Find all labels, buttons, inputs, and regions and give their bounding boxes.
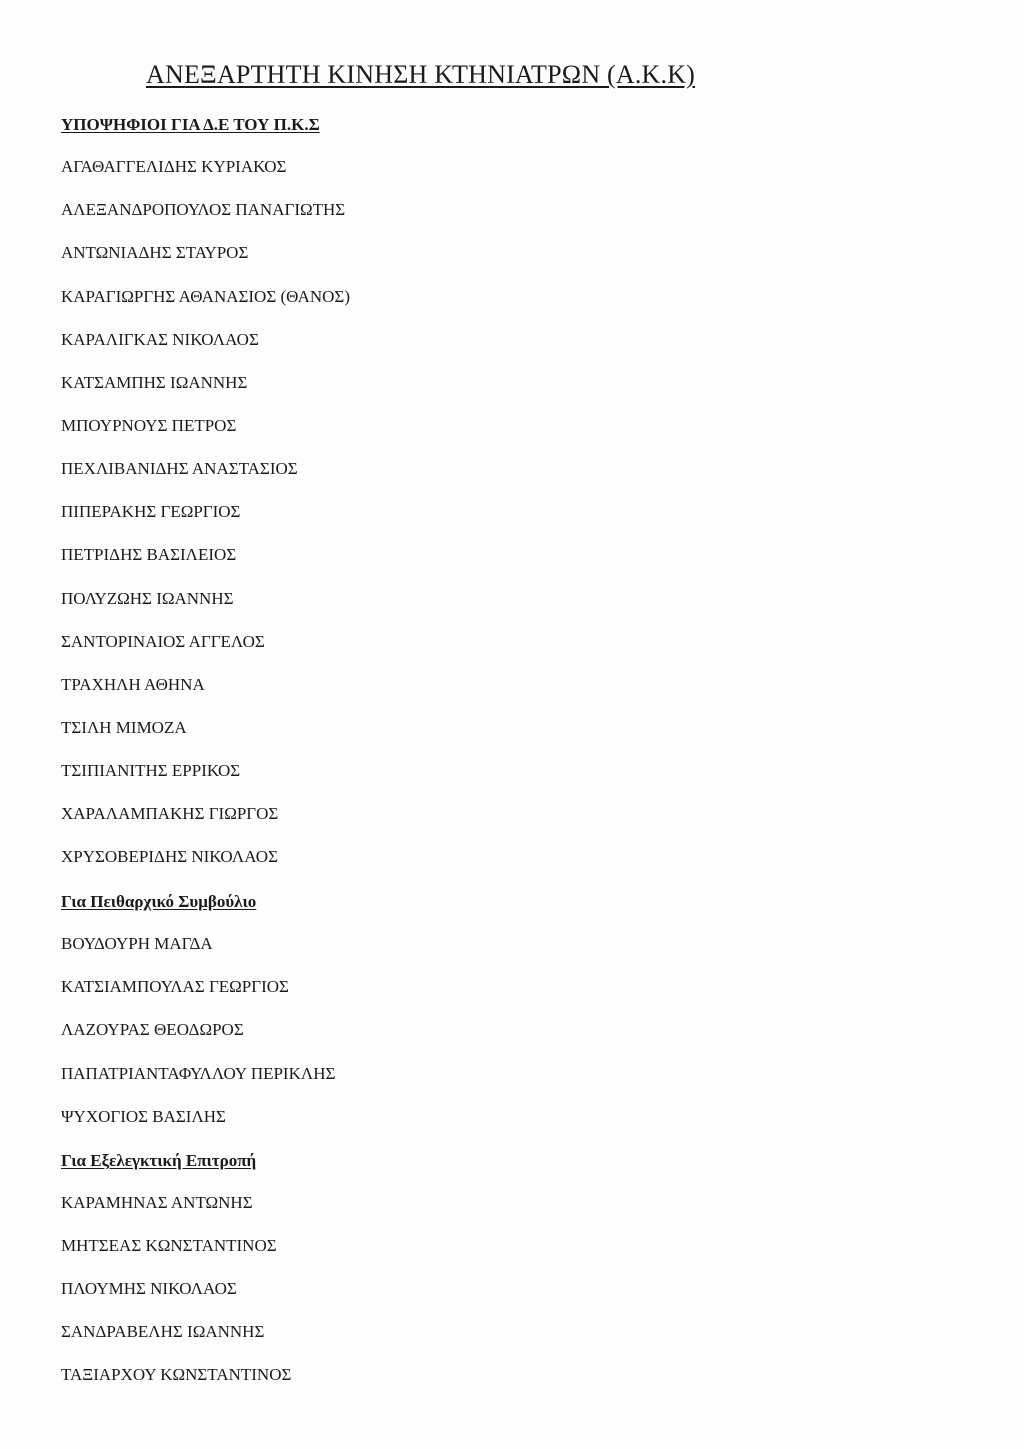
candidate-name: ΚΑΡΑΜΗΝΑΣ ΑΝΤΩΝΗΣ	[61, 1193, 253, 1212]
section-heading-audit: Για Εξελεγκτική Επιτροπή	[61, 1151, 257, 1170]
section-heading-disciplinary: Για Πειθαρχικό Συμβούλιο	[61, 892, 257, 911]
candidate-name: ΑΓΑΘΑΓΓΕΛΙΔΗΣ ΚΥΡΙΑΚΟΣ	[61, 157, 287, 176]
candidate-name: ΛΑΖΟΥΡΑΣ ΘΕΟΔΩΡΟΣ	[61, 1020, 244, 1039]
candidate-name: ΠΟΛΥΖΩΗΣ ΙΩΑΝΝΗΣ	[61, 589, 234, 608]
candidate-name: ΧΡΥΣΟΒΕΡΙΔΗΣ ΝΙΚΟΛΑΟΣ	[61, 847, 278, 866]
candidate-name: ΚΑΡΑΛΙΓΚΑΣ ΝΙΚΟΛΑΟΣ	[61, 330, 259, 349]
candidate-name: ΨΥΧΟΓΙΟΣ ΒΑΣΙΛΗΣ	[61, 1107, 226, 1126]
candidate-name: ΠΙΠΕΡΑΚΗΣ ΓΕΩΡΓΙΟΣ	[61, 502, 241, 521]
candidate-name: ΤΑΞΙΑΡΧΟΥ ΚΩΝΣΤΑΝΤΙΝΟΣ	[61, 1365, 292, 1384]
candidate-name: ΒΟΥΔΟΥΡΗ ΜΑΓΔΑ	[61, 934, 213, 953]
candidate-name: ΤΣΙΛΗ ΜΙΜΟΖΑ	[61, 718, 187, 737]
candidate-name: ΠΕΧΛΙΒΑΝΙΔΗΣ ΑΝΑΣΤΑΣΙΟΣ	[61, 459, 298, 478]
candidate-name: ΑΛΕΞΑΝΔΡΟΠΟΥΛΟΣ ΠΑΝΑΓΙΩΤΗΣ	[61, 200, 346, 219]
candidate-name: ΠΛΟΥΜΗΣ ΝΙΚΟΛΑΟΣ	[61, 1279, 237, 1298]
candidate-name: ΠΑΠΑΤΡΙΑΝΤΑΦΥΛΛΟΥ ΠΕΡΙΚΛΗΣ	[61, 1064, 336, 1083]
candidate-name: ΑΝΤΩΝΙΑΔΗΣ ΣΤΑΥΡΟΣ	[61, 243, 249, 262]
candidate-name: ΜΗΤΣΕΑΣ ΚΩΝΣΤΑΝΤΙΝΟΣ	[61, 1236, 277, 1255]
candidate-name: ΤΣΙΠΙΑΝΙΤΗΣ ΕΡΡΙΚΟΣ	[61, 761, 241, 780]
candidate-name: ΧΑΡΑΛΑΜΠΑΚΗΣ ΓΙΩΡΓΟΣ	[61, 804, 279, 823]
candidate-name: ΠΕΤΡΙΔΗΣ ΒΑΣΙΛΕΙΟΣ	[61, 545, 237, 564]
candidate-name: ΤΡΑΧΗΛΗ ΑΘΗΝΑ	[61, 675, 205, 694]
candidate-name: ΣΑΝΤΟΡΙΝΑΙΟΣ ΑΓΓΕΛΟΣ	[61, 632, 265, 651]
candidate-name: ΜΠΟΥΡΝΟΥΣ ΠΕΤΡΟΣ	[61, 416, 237, 435]
candidate-name: ΣΑΝΔΡΑΒΕΛΗΣ ΙΩΑΝΝΗΣ	[61, 1322, 265, 1341]
section-heading-board: ΥΠΟΨΗΦΙΟΙ ΓΙΑ Δ.Ε ΤΟΥ Π.Κ.Σ	[61, 115, 320, 134]
page-title: ΑΝΕΞΑΡΤΗΤΗ ΚΙΝΗΣΗ ΚΤΗΝΙΑΤΡΩΝ (Α.Κ.Κ)	[146, 60, 696, 89]
candidate-name: ΚΑΤΣΙΑΜΠΟΥΛΑΣ ΓΕΩΡΓΙΟΣ	[61, 977, 289, 996]
candidate-name: ΚΑΡΑΓΙΩΡΓΗΣ ΑΘΑΝΑΣΙΟΣ (ΘΑΝΟΣ)	[61, 287, 350, 306]
candidate-name: ΚΑΤΣΑΜΠΗΣ ΙΩΑΝΝΗΣ	[61, 373, 248, 392]
